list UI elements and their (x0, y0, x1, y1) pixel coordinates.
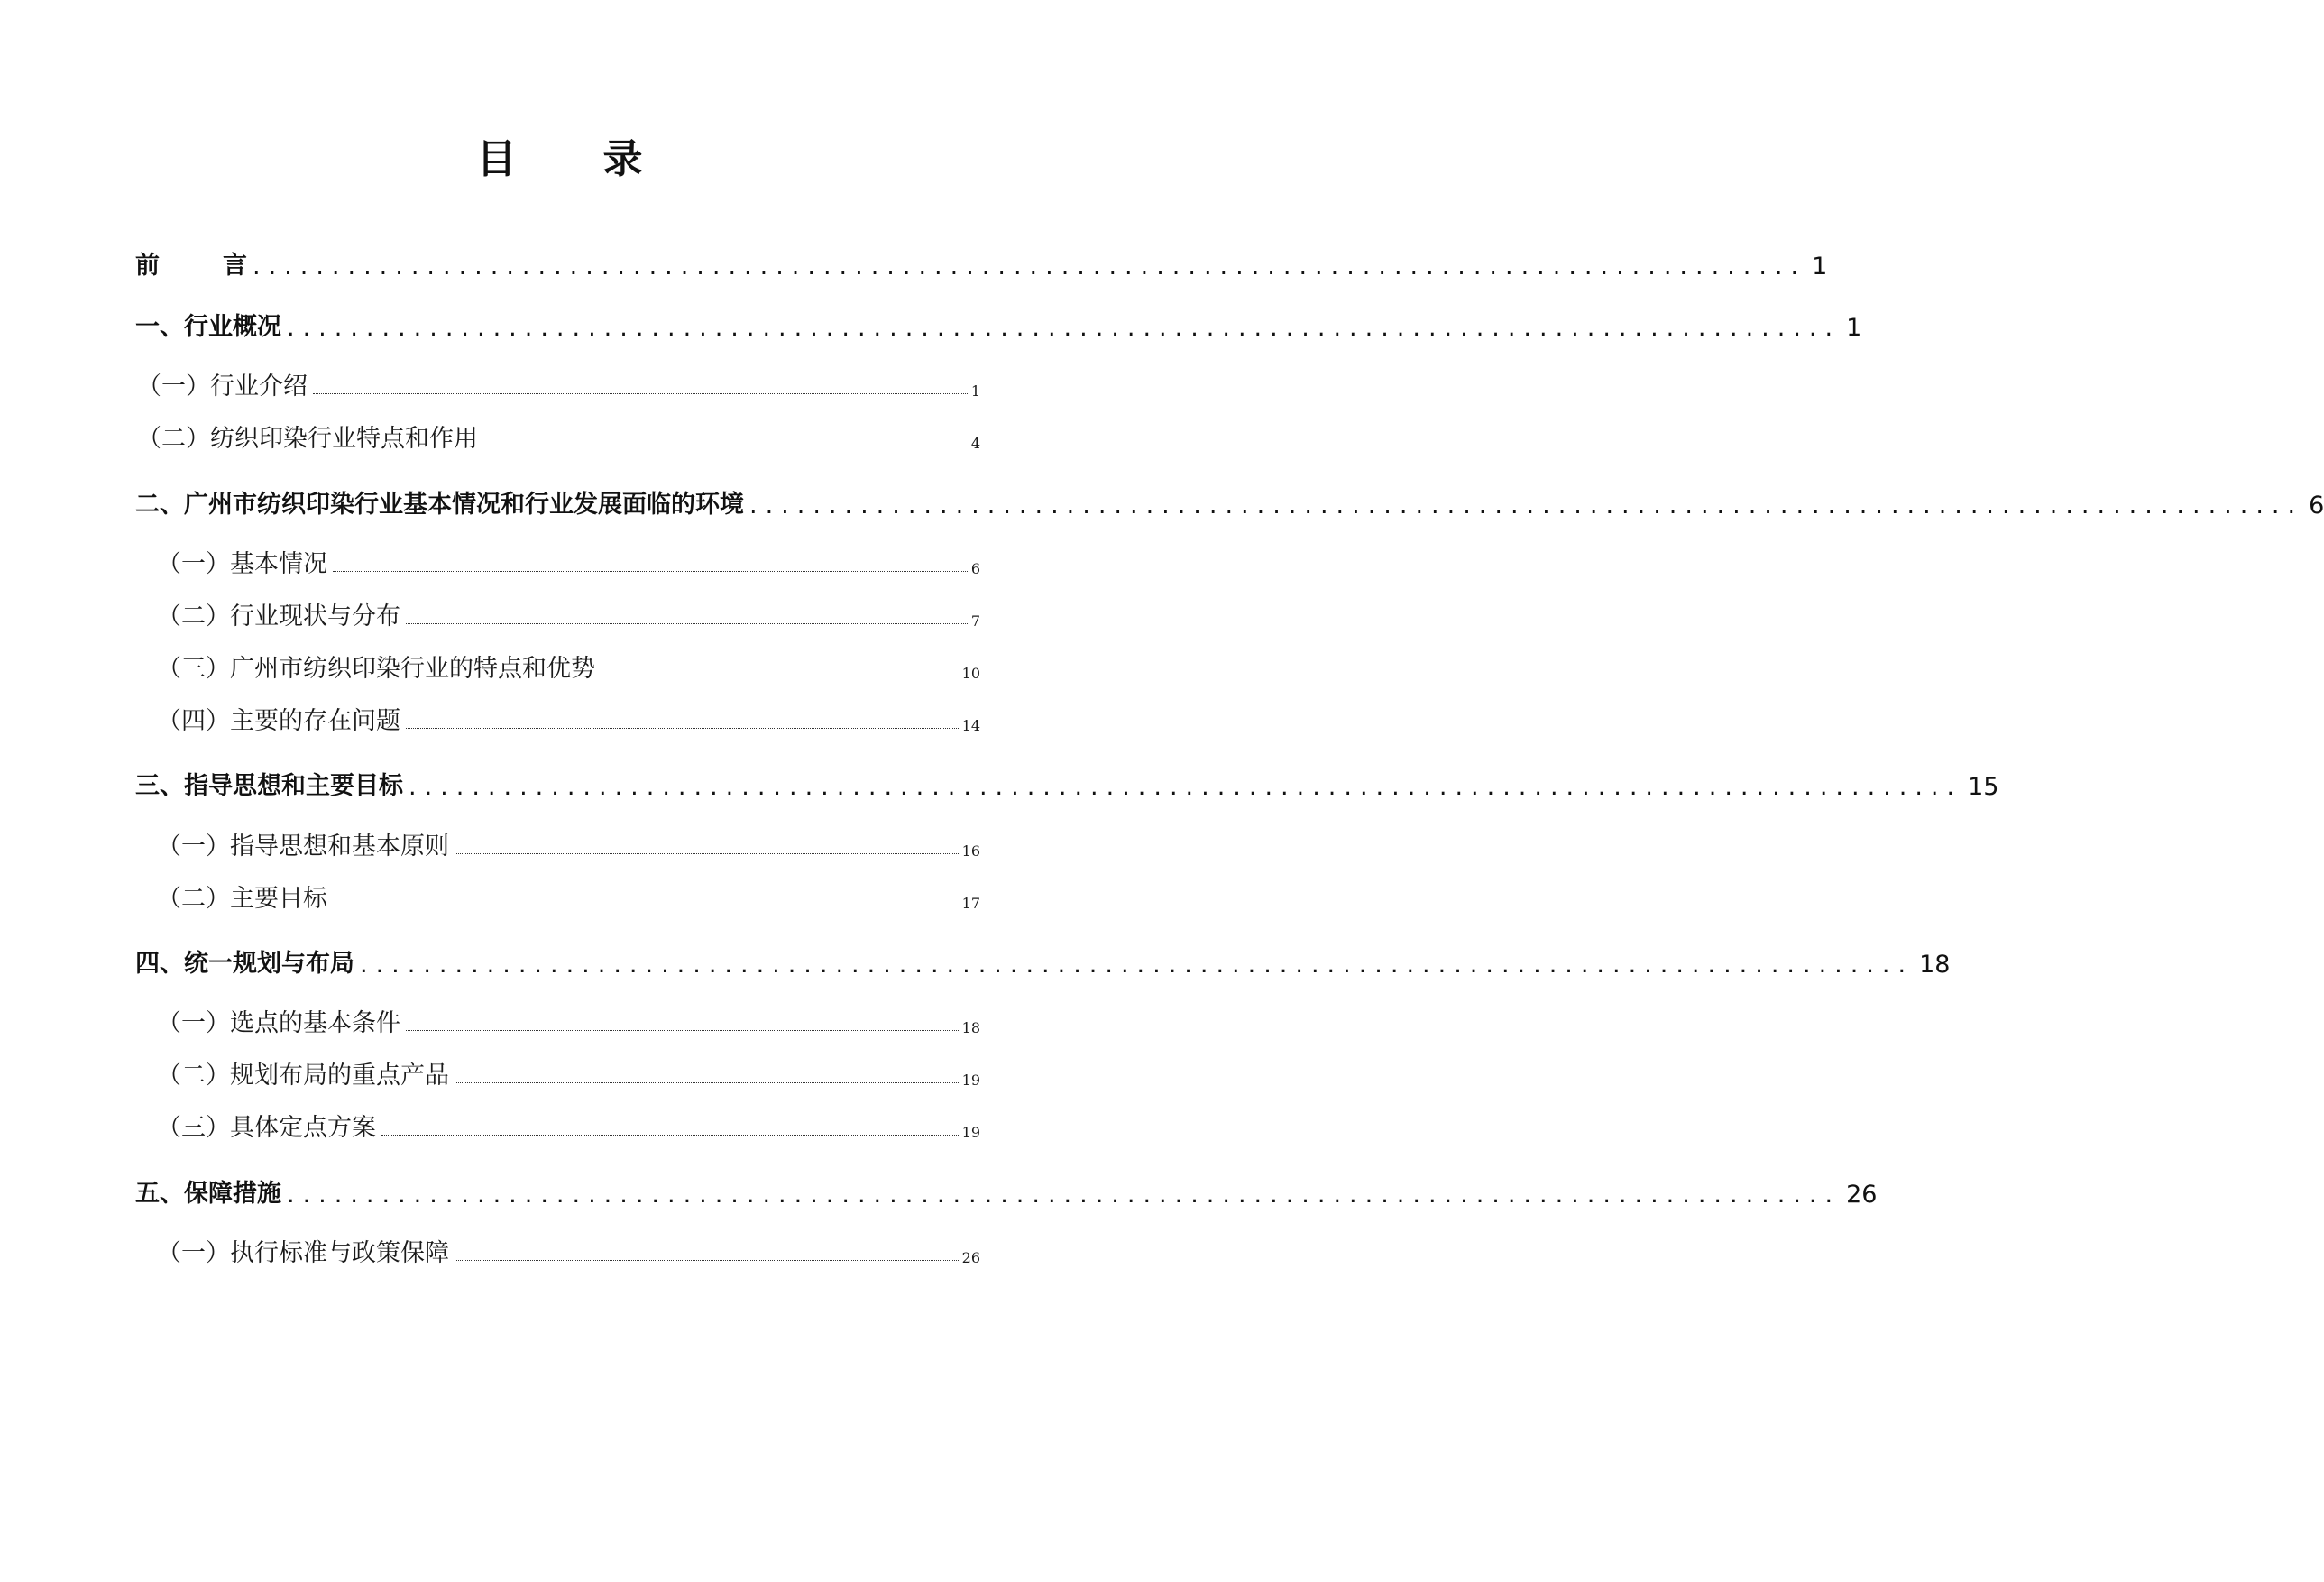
toc-leader (406, 1030, 959, 1031)
toc-leader (455, 853, 959, 854)
toc-leader (406, 623, 968, 624)
toc-entry-s3[interactable] (135, 766, 1999, 801)
preface-char-1: 前 (135, 252, 160, 280)
toc-leader: .................................................................................................. (409, 773, 1963, 801)
toc-label: （二）行业现状与分布 (157, 602, 400, 630)
toc-entry-preface[interactable] (135, 245, 1828, 281)
preface-char-2: 言 (223, 252, 247, 280)
toc-leader: .................................................................................................. (360, 951, 1915, 979)
toc-page-number: 19 (961, 1124, 980, 1141)
toc-label: （二）纺织印染行业特点和作用 (137, 425, 478, 453)
toc-label: 五、保障措施 (135, 1180, 281, 1208)
toc-page-number: 6 (970, 560, 980, 577)
toc-entry-s2-1[interactable] (157, 544, 980, 579)
toc-page-number: 17 (961, 895, 980, 912)
toc-label: （三）具体定点方案 (157, 1114, 376, 1142)
toc-leader: .................................................................................................. (287, 1181, 1842, 1209)
toc-page-number: 14 (961, 717, 980, 734)
toc-entry-s2-4[interactable] (157, 701, 980, 736)
toc-label: （一）指导思想和基本原则 (157, 832, 449, 860)
toc-page-number: 18 (961, 1019, 980, 1036)
toc-page-number: 1 (970, 382, 980, 400)
toc-page-number: 4 (970, 435, 980, 452)
toc-page-number: 26 (1846, 1181, 1878, 1209)
toc-label: （一）行业介绍 (137, 373, 308, 400)
toc-entry-s5-1[interactable] (157, 1233, 980, 1268)
toc-entry-s1-2[interactable] (137, 418, 980, 454)
toc-entry-s2[interactable] (135, 484, 2324, 520)
toc-label: 二、广州市纺织印染行业基本情况和行业发展面临的环境 (135, 491, 744, 519)
toc-entry-s4-1[interactable] (157, 1003, 980, 1038)
toc-page-number: 10 (961, 665, 980, 682)
toc-page-number: 15 (1968, 773, 1999, 801)
toc-page-number: 1 (1846, 314, 1862, 342)
toc-entry-s3-2[interactable] (157, 878, 980, 914)
toc-label: （二）规划布局的重点产品 (157, 1062, 449, 1090)
toc-page-number: 19 (961, 1072, 980, 1089)
toc-label: （一）执行标准与政策保障 (157, 1239, 449, 1267)
toc-label: （三）广州市纺织印染行业的特点和优势 (157, 655, 595, 683)
toc-leader: .................................................................................................. (287, 314, 1842, 342)
toc-leader: .................................................................................................. (253, 253, 1807, 281)
toc-label: 四、统一规划与布局 (135, 950, 354, 978)
toc-page-number: 7 (970, 612, 980, 630)
toc-page-number: 18 (1919, 951, 1951, 979)
toc-entry-s4-2[interactable] (157, 1055, 980, 1090)
toc-entry-s3-1[interactable] (157, 826, 980, 861)
toc-page-number: 6 (2309, 492, 2324, 520)
toc-label: （一）选点的基本条件 (157, 1009, 400, 1037)
toc-entry-s1-1[interactable] (137, 366, 980, 401)
toc-leader: .................................................................................................. (749, 492, 2304, 520)
toc-label: （四）主要的存在问题 (157, 707, 400, 735)
toc-leader (381, 1135, 959, 1136)
toc-entry-s5[interactable] (135, 1173, 1878, 1209)
toc-entry-s4[interactable] (135, 943, 1951, 979)
toc-label (135, 245, 247, 281)
toc-leader (313, 393, 968, 394)
toc-page-number: 16 (961, 842, 980, 860)
toc-leader (455, 1260, 959, 1261)
toc-entry-s4-3[interactable] (157, 1108, 980, 1143)
toc-leader (406, 728, 959, 729)
toc-page-number: 26 (961, 1249, 980, 1266)
toc-label: 三、指导思想和主要目标 (135, 772, 403, 800)
toc-entry-s1[interactable] (135, 307, 1862, 342)
toc-page-number: 1 (1812, 253, 1828, 281)
toc-leader (333, 571, 968, 572)
page-title (0, 126, 1119, 184)
toc-label: 一、行业概况 (135, 313, 281, 341)
title-char-2: 录 (602, 136, 643, 182)
toc-entry-s2-2[interactable] (157, 596, 980, 631)
title-char-1: 目 (476, 136, 517, 182)
toc-label: （一）基本情况 (157, 550, 327, 578)
toc-label: （二）主要目标 (157, 885, 327, 913)
toc-leader (455, 1082, 959, 1083)
toc-entry-s2-3[interactable] (157, 648, 980, 684)
